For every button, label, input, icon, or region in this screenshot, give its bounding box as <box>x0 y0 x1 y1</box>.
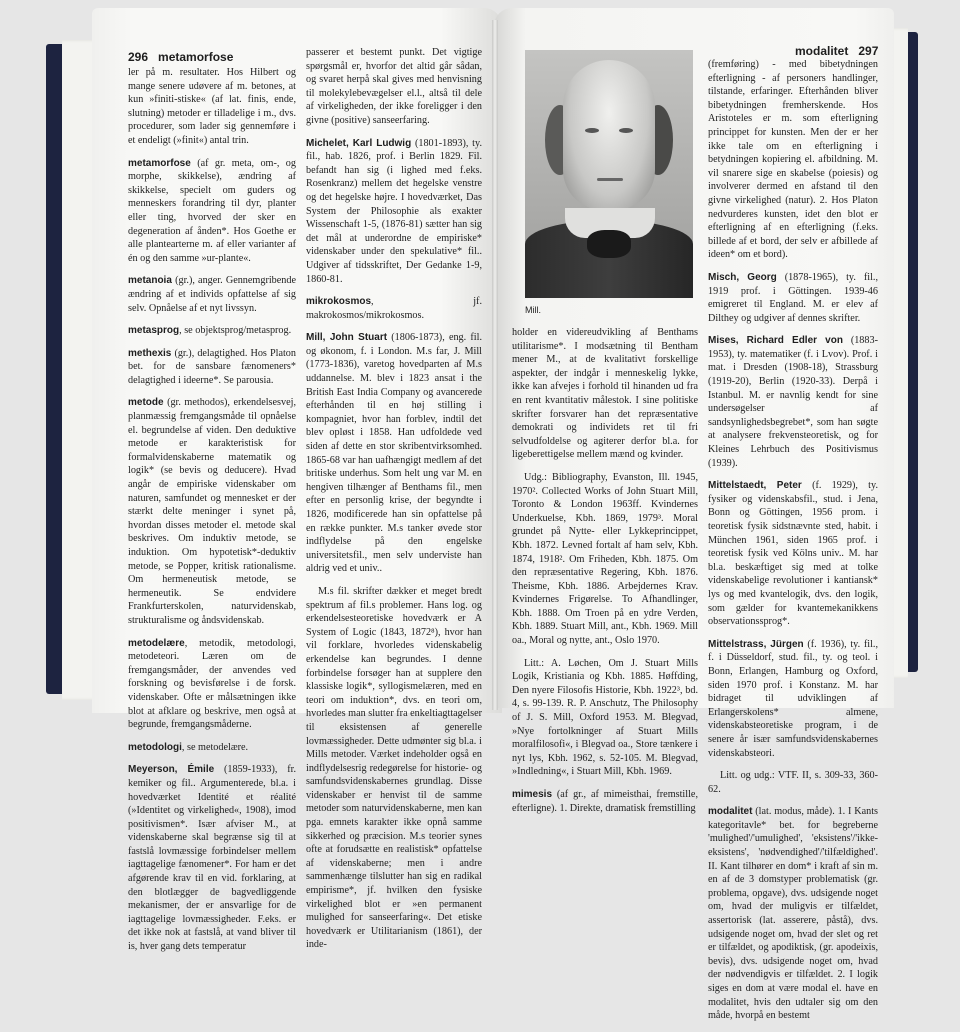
entry-text: (1859-1933), fr. kemiker og fil.. Argumenterede, bl.a. i hovedværket Identité et réalité (»Identitet og virkelighed«, 1908), imod positivismen*. Især afviser M., at videnskaberne skal begrænse sig til at fastslå lovmæssige forbindelser mellem iagttagelige fænomener*. For ham er det afgørende krav til en vid. forklaring, at den blotlægger de bagvedliggende mekanismer, der er ansvarlige for de iagttagelige lovmæssigheder. F.eks. er det ikke nok at fastslå, at vand bliver til is, hver gang dets temperatur <box>128 764 296 953</box>
entry-text: (af gr., af mimeisthai, fremstille, efterligne). 1. Direkte, dramatisk fremstilling <box>512 789 698 814</box>
entry-text: M.s fil. skrifter dækker et meget bredt spektrum af fil.s problemer. Hans log. og erkendelsesteoretiske hovedværk er A System of Logic (1843, 1872⁸), hvor han vil forklare, hvorledes videnskabelig erkendelse kan begrundes. I denne forbindelse forsøger han at supplere den klassiske logik*, syllogismelæren, med en teori om induktion*, dvs. en teori om, hvorledes man slutter fra enkeltiagttagelser til eksistensen af generelle lovmæssigheder. Dette udmønter sig bl.a. i Mills metoder. Værket indeholder også en indflydelsesrig redegørelse for historie- og samfundsvidenskabernes grundlag. Disse videnskaber er henvist til de samme metoder som naturvidenskaberne, men kan pga. emnets karakter ikke opnå samme sikkerhed og præcision. M.s teorier synes ofte at forudsætte en realistisk* opfattelse af videnskaberne; men i andre sammenhænge tilslutter han sig en radikal empirisme*, jf. hvilken den fysiske virkelighed blot er »en permanent mulighed for sanseerfaring«. Det etiske hovedværk er Utilitarianism (1861), der inde- <box>306 585 482 951</box>
dictionary-entry <box>708 638 878 760</box>
entry-headword: Meyerson, Émile <box>128 764 215 776</box>
entry-headword: metanoia <box>128 275 172 287</box>
entry-headword: metodologi <box>128 741 182 753</box>
dictionary-entry <box>708 479 878 629</box>
entry-headword: Misch, Georg <box>708 271 777 283</box>
entry-text: , jf. makrokosmos/mikrokosmos. <box>306 296 482 321</box>
entry-text: Litt.: A. Løchen, Om J. Stuart Mills Logik, Kristiania og Kbh. 1885. Høffding, Den nyere Filosofis Historie, Kbh. 1922³, bd. 4, s. 99-139. R. P. Anschutz, The Philosophy of J. S. Mill, Oxford 1953. M. Blegvad, »Nye fortolkninger af Stuart Mills moralfilosofi«, i Blegvad oa., Store tænkere i nyt lys, Kbh. 1962, s. 52-105. M. Blegvad, »Indledning«, i Stuart Mill, Kbh. 1969. <box>512 657 698 778</box>
left-page-header <box>128 50 233 64</box>
entry-text: Litt. og udg.: VTF. II, s. 309-33, 360-62. <box>708 770 878 795</box>
dictionary-entry <box>708 271 878 325</box>
dictionary-entry <box>128 763 296 953</box>
entry-text: passerer et bestemt punkt. Det vigtige spørgsmål er, hvorfor det altid går sådan, og svaret herpå skal gives med henvisning til molekylebevægelser el.l., altså til dele af virkeligheden, der ikke foreligger i den givne (positive) sanseerfaring. <box>306 47 482 126</box>
dictionary-entry <box>512 657 698 779</box>
entry-headword: metode <box>128 397 164 409</box>
dictionary-entry <box>708 805 878 1023</box>
entry-text: (f. 1929), ty. fysiker og videnskabsfil., stud. i Jena, Bonn og Göttingen, 1956 prom. i teoretisk fysik sidstnævnte sted, habit. i München 1961, siden 1965 prof. i teoretisk fysik ved Kölns univ.. M. har bl.a. beskæftiget sig med at tolke videnskabelige revolutioner i kantiansk* lys og med kvantelogik, dvs. den logik, som gælder for kvantemekanikkens observationssprog*. <box>708 480 878 628</box>
entry-text: , se metodelære. <box>181 741 249 753</box>
dictionary-entry <box>128 396 296 627</box>
running-head: modalitet <box>795 44 849 58</box>
dictionary-entry <box>708 769 878 796</box>
dictionary-entry <box>128 274 296 315</box>
entry-text: ler på m. resultater. Hos Hilbert og mange senere udøvere af m. betones, at kun »finiti-stiske« (af lat. finis, ende, slutning) metoder er tilladelige i m., dvs. procedurer, som lader sig gennemføre i et endeligt (»finit«) antal trin. <box>128 67 296 146</box>
entry-text: Udg.: Bibliography, Evanston, Ill. 1945, 1970². Collected Works of John Stuart Mill, Toronto & London 1963ff. Kvindernes Underkuelse, Kbh. 1869, 1979³. Moral grundet på Nytte- eller Lykkeprincippet, Kbh. 1872. Levned fortalt af ham selv, Kbh. 1874, 1918². Om Friheden, Kbh. 1875. Om den repræsentative Regering, Kbh. 1876. Theisme, Kbh. 1886. Arbejdernes Krav. Kvindernes Frigørelse. To Afhandlinger, Kbh. 1888. Om Troen på en ydre Verden, Kbh. 1889. Stuart Mill, ant., Kbh. 1969. Mill oa., Moral og nytte, ant., Oslo 1970. <box>512 471 698 647</box>
dictionary-entry <box>306 295 482 322</box>
entry-text: (1878-1965), ty. fil., 1919 prof. i Göttingen. 1939-46 emigreret til England. M. er elev af Dilthey og udgiver af dennes skrifter. <box>708 271 878 324</box>
entry-text: (1883-1953), ty. matematiker (f. i Lvov). Prof. i mat. i Dresden (1908-18), Strassburg (1919-20), Berlin (1920-33). Derpå i Istanbul. M. er navnlig kendt for sine undersøgelser af sandsynlighedsbegrebet*, som han søgte at analysere frekvensteoretisk, og for Kleines Lehrbuch des Positivismus (1939). <box>708 335 878 469</box>
entry-text: holder en videreudvikling af Benthams utilitarisme*. I modsætning til Bentham mener M., at de kvalitativt forskellige aspekter, der indgår i menneskelig lykke, ikke kan afvejes i forhold til hinanden ud fra en rent kvantitativ målestok. I sine politiske skrifter forsvarer han det repræsentative demokrati og individets ret til fri selvudfoldelse og agiterer derfor bl.a. for ligeberettigelse mellem mænd og kvinder. <box>512 327 698 461</box>
right-page-header <box>795 44 878 58</box>
entry-headword: Mittelstaedt, Peter <box>708 480 802 492</box>
entry-headword: metodelære <box>128 637 185 649</box>
dictionary-entry <box>306 137 482 287</box>
entry-headword: Mises, Richard Edler von <box>708 335 843 347</box>
right-page-column-1 <box>512 326 698 824</box>
left-page-column-2 <box>306 46 482 961</box>
dictionary-entry <box>512 326 698 462</box>
entry-headword: methexis <box>128 347 172 359</box>
entry-text: (fremføring) - med bibetydningen efterligning - af personers handlinger, tilstande, erfaringer. Efterhånden bliver bibetydningen fremherskende. Hos Aristoteles er m. som efterligning princippet for kunsten. Men der er her ikke tale om en efterligning i betydningen kopiering el. afbildning. M. vil snarere sige en skabelse (poiesis) og involverer dermed en afstand til den givne virkelighed (natur). 2. Hos Platon nedvurderes kunsten, idet den blot er efterligning af en efterligning (f.eks. billede af et bord, der selv er afbillede af ideen* om et bord). <box>708 59 878 261</box>
entry-text: (gr.), anger. Gennemgribende ændring af et individs opfattelse af sig selv. Opnåelse af et nyt livssyn. <box>128 275 296 314</box>
dictionary-entry <box>128 324 296 338</box>
entry-text: (1801-1893), ty. fil., hab. 1826, prof. i Berlin 1829. Fil. befandt han sig (i lighed med f.eks. Rosenkranz) mellem det hegelske venstre og det hegelske højre. I hovedværket, Das System der Philosophie als exakter Wissenschaft 1-5, (1876-81) sætter han sig det mål at underordne de empiriske* videnskaber under den spekulative* fil.. Udgiver af tidsskriftet, Der Gedanke 1-9, 1860-81. <box>306 137 482 285</box>
dictionary-entry <box>128 637 296 732</box>
dictionary-entry <box>306 331 482 576</box>
dictionary-entry <box>512 471 698 648</box>
entry-text: , se objektsprog/metasprog. <box>179 325 292 337</box>
dictionary-entry <box>708 58 878 262</box>
entry-text: (f. 1936), ty. fil., f. i Düsseldorf, stud. fil., ty. og teol. i Bonn, Erlangen, Hamburg og Oxford, siden 1970 prof. i Konstanz. M. har bidraget til udviklingen af Erlangerskolens* almene, videnskabsteoretiske program, i de senere år især samfundsvidenskabernes videnskabsteori. <box>708 638 878 759</box>
entry-headword: mikrokosmos <box>306 296 372 308</box>
dictionary-entry <box>128 347 296 388</box>
entry-text: (1806-1873), eng. fil. og økonom, f. i London. M.s far, J. Mill (1773-1836), varetog hovedparten af M.s uddannelse. M. blev i 1823 ansat i the British East India Company og avancerede efterhånden til en høj stilling i kompagniet, hvor han forblev, indtil det blev opløst i 1858. Han udfoldede ved siden af dette en stor skribentvirksomhed. 1865-68 var han uafhængigt medlem af det britiske underhus. Som helt ung var M. en hengiven tilhænger af Benthams fil., men efter en personlig krise, der begyndte i 1826, modificerede han sin opfattelse på en række punkter. M.s tanker øvede stor indflydelse på den engelske universitetsfil., men selv underviste han aldrig ved et univ.. <box>306 332 482 575</box>
entry-headword: metasprog <box>128 325 180 337</box>
running-head: metamorfose <box>158 50 234 64</box>
entry-text: (af gr. meta, om-, og morphe, skikkelse), ændring af skikkelse, specielt om guders og menneskers forandring til dyr, planter eller ting, hvorved der sker en degeneration af ånden*. Hos Goethe er alle plantearterne m. af eller varianter af én og den samme »ur-plante«. <box>128 157 296 264</box>
entry-text: (gr. methodos), erkendelsesvej, planmæssig fremgangsmåde til opnåelse el. begrundelse af viden. Den deduktive metode er karakteristisk for formalvidenskaberne matematik og logik* (se bevis og deducere). Hvad angår de empiriske videnskaber om naturen, samfundet og mennesket er der stærkt delte meninger i synet på, hvordan disses metoder el. metode skal beskrives. Om induktiv metode, se induktion. Om hypotetisk*-deduktiv metode, se Popper, kritisk rationalisme. Om hermeneutisk metode, se hermeneutik. Se endvidere Frankfurterskolen, naturvidenskab, strukturalisme og åndsvidenskab. <box>128 397 296 626</box>
dictionary-entry <box>306 585 482 952</box>
entry-headword: Mittelstrass, Jürgen <box>708 638 804 650</box>
entry-headword: mimesis <box>512 789 553 800</box>
entry-headword: modalitet <box>708 806 753 818</box>
dictionary-entry <box>512 788 698 815</box>
book-gutter <box>492 20 498 710</box>
left-page-column-1 <box>128 66 296 963</box>
entry-text: (lat. modus, måde). 1. I Kants kategoritavle* bet. for begreberne 'mulighed'/'umulighed', 'eksistens'/'ikke-eksistens', 'nødvendighed'/'tilfældighed'. II. Kant tilhører en dom* i kraft af sin m. en af de 3 domstyper problematisk (gr. problema, opgave), dvs. udsigende noget om, hvad der muligvis er tilfældet, assertorisk (lat. asserere, påstå), dvs. udsigende noget om, hvad der slet og ret er tilfældet, og apodiktisk, (gr. apodeixis, bevis), dvs. udsigende noget om, hvad der nødvendigvis er tilfældet. 2. I logik siges en dom at være modal el. have en modalitet, hvis den udtaler sig om den måde, hvorpå en bestemt <box>708 806 878 1022</box>
entry-headword: metamorfose <box>128 157 191 169</box>
entry-text: , metodik, metodologi, metodeteori. Læren om de fremgangsmåder, der anvendes ved forskning og bevisførelse i de forsk. videnskaber. Ofte er målsætningen ikke blot at afklare og beskrive, men også at begrunde, fremgangsmåderne. <box>128 637 296 731</box>
portrait-caption: Mill. <box>525 305 541 315</box>
page-number: 297 <box>858 44 879 58</box>
entry-headword: Michelet, Karl Ludwig <box>306 137 412 149</box>
dictionary-entry <box>128 157 296 266</box>
dictionary-entry <box>128 741 296 755</box>
entry-text: (gr.), delagtighed. Hos Platon bet. for de sansbare fænomeners* delagtighed i ideerne*. Se parousia. <box>128 347 296 386</box>
page-number: 296 <box>128 50 149 64</box>
dictionary-entry <box>708 334 878 470</box>
portrait-image <box>525 50 693 298</box>
dictionary-entry <box>306 46 482 128</box>
entry-headword: Mill, John Stuart <box>306 332 388 344</box>
dictionary-entry <box>128 66 296 148</box>
right-page-column-2 <box>708 58 878 1032</box>
